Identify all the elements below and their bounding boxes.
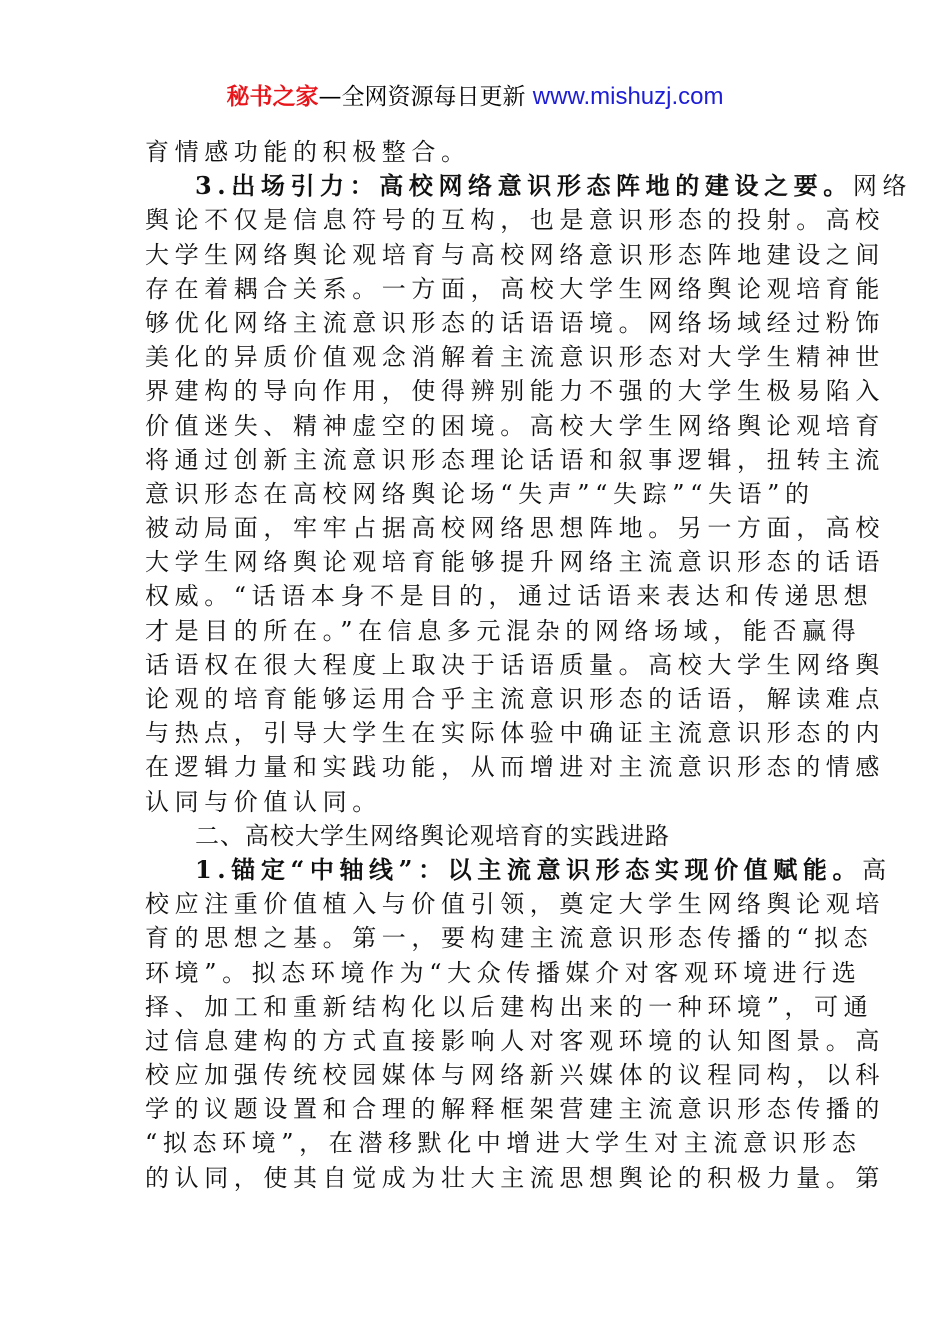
paragraph-line: 被动局面，牢牢占据高校网络思想阵地。另一方面，高校 [145, 514, 885, 543]
paragraph-line: 环境”。拟态环境作为“大众传播媒介对客观环境进行选 [145, 958, 862, 987]
paragraph-line: 在逻辑力量和实践功能，从而增进对主流意识形态的情感 [145, 753, 885, 782]
subsection-title: 3.出场引力：高校网络意识形态阵地的建设之要。 [195, 171, 853, 201]
paragraph-line: 校应加强传统校园媒体与网络新兴媒体的议程同构，以科 [145, 1061, 885, 1090]
paragraph-line: 意识形态在高校网络舆论场“失声”“失踪”“失语”的 [145, 479, 815, 508]
paragraph-line: 育的思想之基。第一，要构建主流意识形态传播的“拟态 [145, 924, 874, 953]
paragraph-line: 学的议题设置和合理的解释框架营建主流意识形态传播的 [145, 1095, 885, 1124]
paragraph-line: 过信息建构的方式直接影响人对客观环境的认知图景。高 [145, 1026, 885, 1055]
paragraph-line: 话语权在很大程度上取决于话语质量。高校大学生网络舆 [145, 650, 885, 679]
paragraph-line: 大学生网络舆论观培育与高校网络意识形态阵地建设之间 [145, 240, 885, 269]
paragraph-line: 够优化网络主流意识形态的话语语境。网络场域经过粉饰 [145, 308, 885, 337]
paragraph-line: 舆论不仅是信息符号的互构，也是意识形态的投射。高校 [145, 206, 885, 235]
banner-tagline: —全网资源每日更新 [318, 84, 526, 110]
section-heading-line: 3.出场引力：高校网络意识形态阵地的建设之要。网络 [195, 171, 913, 201]
paragraph-line: 认同与价值认同。 [145, 787, 382, 816]
paragraph-line: 校应注重价值植入与价值引领，奠定大学生网络舆论观培 [145, 890, 885, 919]
paragraph-line: 论观的培育能够运用合乎主流意识形态的话语，解读难点 [145, 685, 885, 713]
site-banner [0, 80, 950, 114]
paragraph-line: 的认同，使其自觉成为壮大主流思想舆论的积极力量。第 [145, 1163, 885, 1192]
paragraph-line: 美化的异质价值观念消解着主流意识形态对大学生精神世 [145, 343, 885, 372]
paragraph-line: 价值迷失、精神虚空的困境。高校大学生网络舆论观培育 [145, 411, 885, 440]
section-heading-line: 1.锚定“中轴线”：以主流意识形态实现价值赋能。高 [195, 854, 892, 884]
paragraph-line: 育情感功能的积极整合。 [145, 138, 471, 166]
paragraph-line: 将通过创新主流意识形态理论话语和叙事逻辑，扭转主流 [145, 445, 885, 474]
paragraph-line: 存在着耦合关系。一方面，高校大学生网络舆论观培育能 [145, 274, 885, 303]
site-url-link[interactable]: www.mishuzj.com [532, 83, 724, 110]
paragraph-line: 权威。“话语本身不是目的，通过话语来表达和传递思想 [145, 582, 874, 611]
paragraph-line: 才是目的所在。”在信息多元混杂的网络场域，能否赢得 [145, 616, 862, 645]
brand-name: 秘书之家 [226, 84, 319, 110]
paragraph-line: 择、加工和重新结构化以后建构出来的一种环境”，可通 [145, 992, 874, 1021]
paragraph-line: 与热点，引导大学生在实际体验中确证主流意识形态的内 [145, 719, 885, 748]
document-body [145, 135, 913, 1195]
subsection-title: 1.锚定“中轴线”：以主流意识形态实现价值赋能。 [195, 854, 863, 884]
paragraph-line: “拟态环境”，在潜移默化中增进大学生对主流意识形态 [145, 1129, 862, 1158]
paragraph-line: 大学生网络舆论观培育能够提升网络主流意识形态的话语 [145, 548, 885, 577]
section-heading: 二、高校大学生网络舆论观培育的实践进路 [195, 821, 670, 850]
paragraph-line: 界建构的导向作用，使得辨别能力不强的大学生极易陷入 [145, 377, 885, 406]
